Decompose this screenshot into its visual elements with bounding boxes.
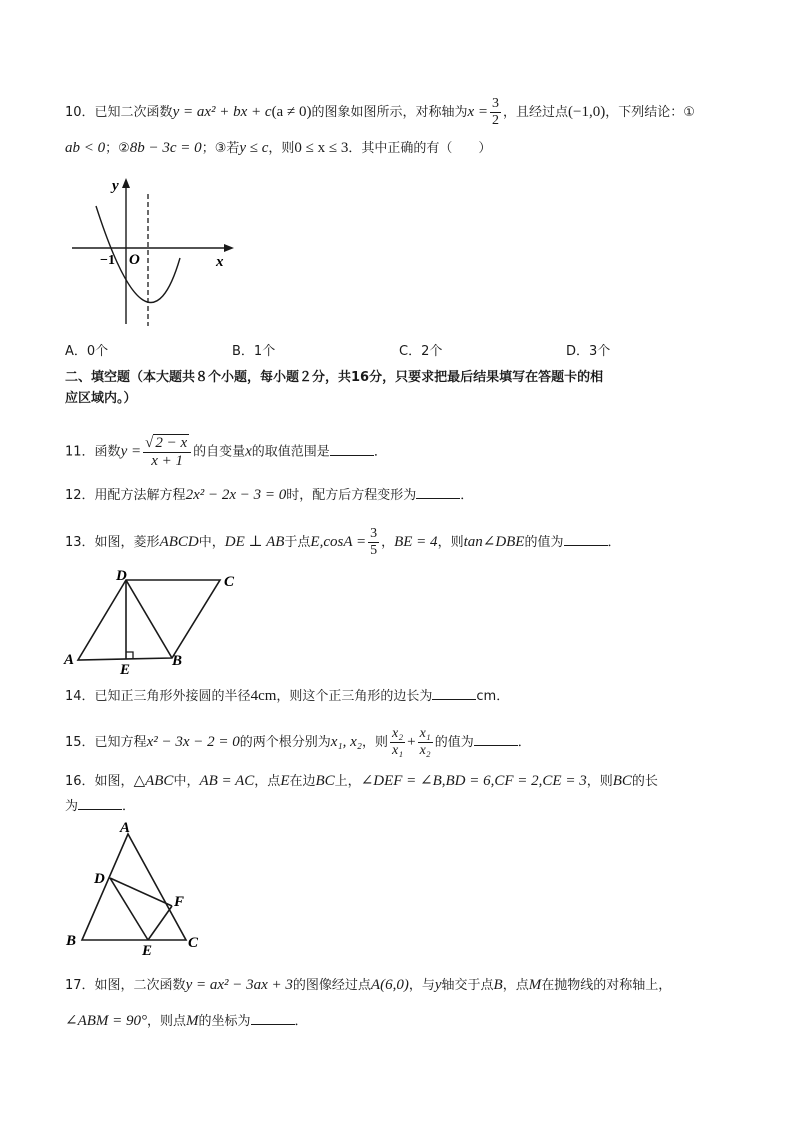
q12-line: 12．用配方法解方程2x² − 2x − 3 = 0时，配方后方程变形为 ． bbox=[65, 487, 474, 503]
section2-heading-line2: 应区域内。） bbox=[65, 391, 137, 406]
answer-blank bbox=[330, 443, 374, 456]
q17-line1: 17．如图，二次函数y = ax² − 3ax + 3的图像经过点A(6,0)，与y轴交于点B，点M在抛物线的对称轴上， bbox=[65, 977, 672, 993]
answer-blank bbox=[474, 733, 518, 746]
q10-option-a: A．0个 bbox=[65, 344, 109, 359]
q10-option-b: B．1个 bbox=[232, 344, 276, 359]
q10-axis-fraction: $\frac{3}{2}$ bbox=[492, 96, 499, 128]
label-b: B bbox=[172, 653, 183, 669]
q10-line2: ab < 0；②8b − 3c = 0；③若y ≤ c，则0 ≤ x ≤ 3．其中正确的有（ ） bbox=[65, 140, 492, 156]
q13-line: 13．如图，菱形ABCD中，DE ⊥ AB于点E,cosA = $\frac{3}{5}$ ，BE = 4，则tan∠DBE的值为 ． bbox=[65, 526, 621, 558]
q10-function: y = ax² + bx + c bbox=[172, 104, 272, 120]
q14-number: 14． bbox=[65, 689, 95, 704]
segment-db bbox=[126, 580, 172, 658]
q10-option-c: C．2个 bbox=[399, 344, 443, 359]
q10-parabola-figure bbox=[66, 172, 238, 330]
label-c: C bbox=[224, 574, 235, 590]
q13-cos-fraction: $\frac{3}{5}$ bbox=[370, 526, 378, 558]
q15-fraction-2: $\frac{\text{x₁}}{\text{x₂}}$ bbox=[419, 726, 431, 758]
q12-number: 12． bbox=[65, 488, 95, 503]
answer-blank bbox=[78, 797, 122, 810]
answer-blank bbox=[251, 1012, 295, 1025]
q13-rhombus-figure bbox=[62, 566, 242, 678]
q16-triangle-figure bbox=[62, 820, 212, 956]
segment-ef bbox=[148, 906, 172, 940]
minus-one-label: −1 bbox=[100, 253, 115, 268]
label-a: A bbox=[120, 820, 131, 836]
y-axis-arrow bbox=[122, 178, 130, 188]
label-e: E bbox=[120, 662, 131, 678]
y-label: y bbox=[112, 178, 119, 194]
answer-blank bbox=[564, 533, 608, 546]
q10-line1: 10．已知二次函数y = ax² + bx + c(a ≠ 0)的图象如图所示，对称轴为x = $\frac{3}{2}$ ，且经过点(−1,0)，下列结论：① bbox=[65, 96, 695, 128]
q15-number: 15． bbox=[65, 735, 95, 750]
q13-number: 13． bbox=[65, 535, 95, 550]
q16-line2: 为 ． bbox=[65, 799, 136, 814]
q17-line2: ∠ABM = 90°，则点M的坐标为 ． bbox=[65, 1013, 308, 1029]
x-label: x bbox=[216, 254, 224, 270]
q14-line: 14．已知正三角形外接圆的半径4cm，则这个正三角形的边长为 cm． bbox=[65, 688, 510, 704]
label-c: C bbox=[188, 935, 199, 951]
label-d: D bbox=[94, 871, 105, 887]
label-d: D bbox=[116, 568, 127, 584]
label-b: B bbox=[66, 933, 77, 949]
q15-line: 15．已知方程x² − 3x − 2 = 0的两个根分别为x₁, x₂，则 $\frac{\text{x₂}}{\text{x₁}}$ + $\frac{\text{x₁}}{\text{x₂}}$ 的值为 ． bbox=[65, 726, 531, 758]
answer-blank bbox=[432, 687, 476, 700]
q11-line: 11．函数y = $\frac{√ 2 - x}{x + 1}$ 的自变量x的取值范围是 ． bbox=[65, 435, 387, 469]
q15-fraction-1: $\frac{\text{x₂}}{\text{x₁}}$ bbox=[392, 726, 404, 758]
label-e: E bbox=[142, 943, 153, 956]
label-a: A bbox=[64, 652, 75, 668]
q16-line1: 16．如图，△ABC中，AB = AC，点E在边BC上，∠DEF = ∠B,BD = 6,CF = 2,CE = 3，则BC的长 bbox=[65, 773, 658, 789]
label-f: F bbox=[174, 894, 185, 910]
q16-number: 16． bbox=[65, 774, 95, 789]
q10-number: 10． bbox=[65, 105, 95, 120]
q10-option-d: D．3个 bbox=[566, 344, 611, 359]
right-angle-mark bbox=[126, 652, 133, 659]
origin-label: O bbox=[129, 252, 140, 268]
answer-blank bbox=[416, 486, 460, 499]
triangle-abc bbox=[82, 834, 186, 940]
q11-fraction: $\frac{√ 2 - x}{x + 1}$ bbox=[143, 435, 191, 469]
q11-number: 11． bbox=[65, 444, 95, 460]
x-axis-arrow bbox=[224, 244, 234, 252]
q17-number: 17． bbox=[65, 978, 95, 993]
section2-heading-line1: 二、填空题（本大题共８个小题，每小题２分，共16分，只要求把最后结果填写在答题卡的相 bbox=[65, 370, 604, 385]
